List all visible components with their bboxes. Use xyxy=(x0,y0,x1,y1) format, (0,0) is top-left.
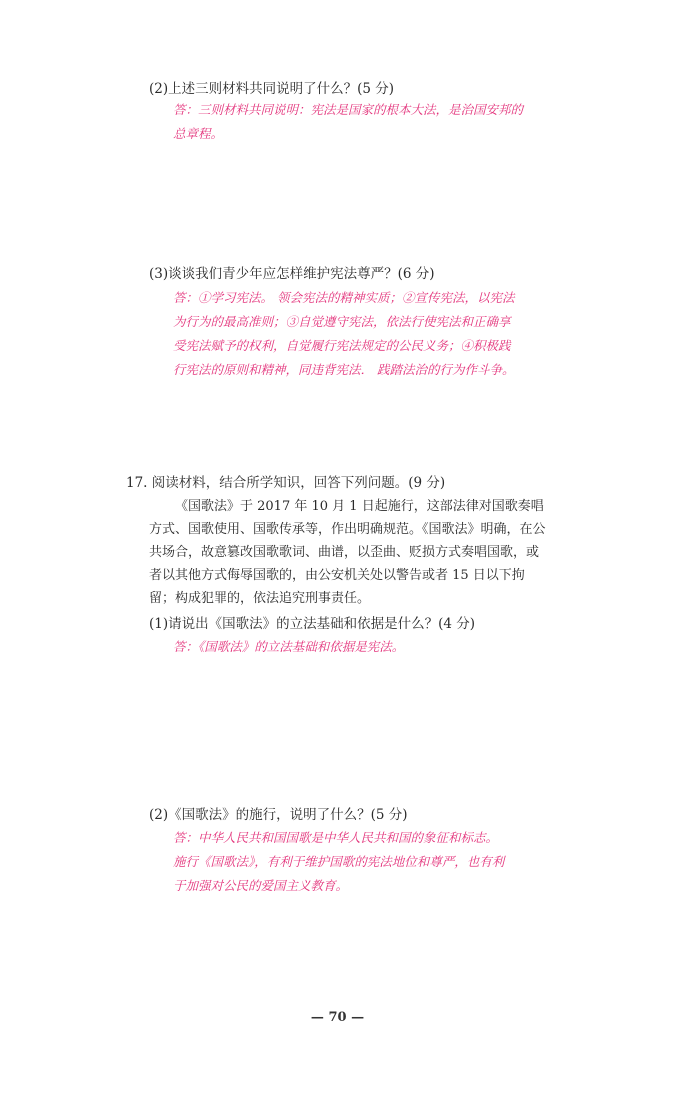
q17-2-question: (2)《国歌法》的施行，说明了什么？(5 分) xyxy=(149,807,408,823)
material-line: 共场合，故意篡改国歌歌词、曲谱，以歪曲、贬损方式奏唱国歌，或 xyxy=(149,545,540,560)
material-line: 《国歌法》于 2017 年 10 月 1 日起施行，这部法律对国歌奏唱 xyxy=(175,499,544,514)
answer-line: 行宪法的原则和精神，同违背宪法． 践踏法治的行为作斗争。 xyxy=(173,362,515,377)
answer-line: 于加强对公民的爱国主义教育。 xyxy=(173,878,349,893)
answer-line: 施行《国歌法》，有利于维护国歌的宪法地位和尊严，也有利 xyxy=(173,854,505,869)
q16-2-question: (2)上述三则材料共同说明了什么？(5 分) xyxy=(149,81,395,97)
answer-line: 答：《国歌法》的立法基础和依据是宪法。 xyxy=(173,639,405,654)
q16-3-question: (3)谈谈我们青少年应怎样维护宪法尊严？(6 分) xyxy=(149,266,435,282)
q16-3-answer xyxy=(173,286,514,382)
page-number: — 70 — xyxy=(310,1010,365,1025)
q16-2-answer xyxy=(173,98,523,146)
answer-line: 答：①学习宪法。 领会宪法的精神实质；②宣传宪法，以宪法 xyxy=(173,290,515,305)
material-line: 者以其他方式侮辱国歌的，由公安机关处以警告或者 15 日以下拘 xyxy=(149,568,525,583)
material-line: 方式、国歌使用、国歌传承等，作出明确规范。《国歌法》明确，在公 xyxy=(149,522,546,537)
q17-2-answer xyxy=(173,826,504,898)
q17-stem: 17. 阅读材料，结合所学知识，回答下列问题。(9 分) xyxy=(126,475,446,491)
material-line: 留；构成犯罪的，依法追究刑事责任。 xyxy=(149,591,371,606)
answer-line: 受宪法赋予的权利，自觉履行宪法规定的公民义务；④积极践 xyxy=(173,338,511,353)
answer-line: 答：中华人民共和国国歌是中华人民共和国的象征和标志。 xyxy=(173,830,499,845)
answer-line: 为行为的最高准则；③自觉遵守宪法，依法行使宪法和正确享 xyxy=(173,314,511,329)
q17-material xyxy=(149,495,546,610)
q17-1-question: (1)请说出《国歌法》的立法基础和依据是什么？(4 分) xyxy=(149,616,476,632)
q17-1-answer xyxy=(173,635,404,659)
answer-line: 总章程。 xyxy=(173,126,224,141)
answer-line: 答：三则材料共同说明：宪法是国家的根本大法，是治国安邦的 xyxy=(173,102,524,117)
